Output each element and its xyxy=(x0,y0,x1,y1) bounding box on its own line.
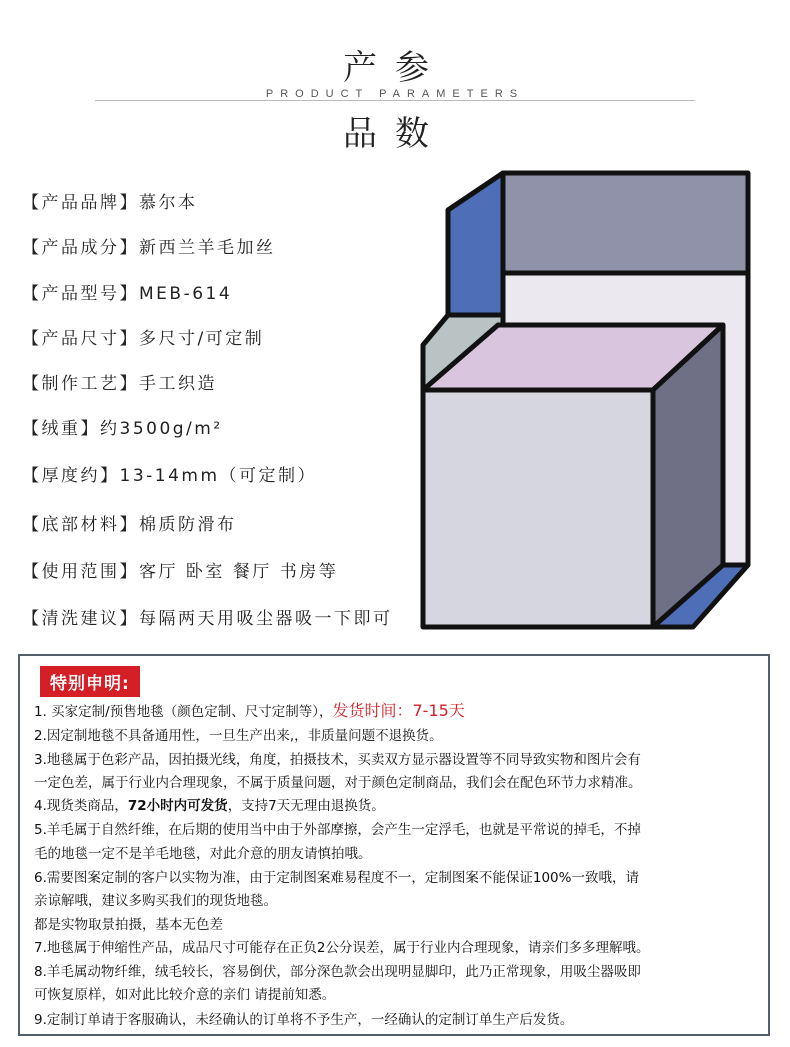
notice-line-14: 9.定制订单请于客服确认，未经确认的订单将不予生产，一经确认的定制订单生产后发货。 xyxy=(34,1012,574,1028)
notice-line-8: 6.需要图案定制的客户以实物为准，由于定制图案难易程度不一，定制图案不能保证100%一致哦，请 xyxy=(34,870,639,886)
rug-product-image xyxy=(418,165,758,635)
page-header xyxy=(0,0,790,160)
page-subtitle: PRODUCT PARAMETERS xyxy=(265,88,525,100)
param-brand: 【产品品牌】慕尔本 xyxy=(22,193,198,213)
page-title-bottom: 品数 xyxy=(343,114,447,154)
notice-title-badge: 特别申明: xyxy=(40,666,140,697)
notice-line-2: 2.因定制地毯不具备通用性，一旦生产出来,，非质量问题不退换货。 xyxy=(34,728,443,744)
param-material: 【产品成分】新西兰羊毛加丝 xyxy=(22,238,276,258)
shipping-time-highlight: 发货时间：7-15天 xyxy=(332,701,465,720)
param-backing: 【底部材料】棉质防滑布 xyxy=(22,515,237,535)
notice-line-12: 8.羊毛属动物纤维，绒毛较长，容易倒伏，部分深色款会出现明显脚印，此乃正常现象，用吸尘器吸即 xyxy=(34,964,641,980)
param-pile-weight: 【绒重】约3500g/m² xyxy=(22,419,223,439)
param-model: 【产品型号】MEB-614 xyxy=(22,284,233,304)
notice-line-10: 都是实物取景拍摄，基本无色差 xyxy=(34,917,223,933)
notice-line-3: 3.地毯属于色彩产品，因拍摄光线，角度，拍摄技术，买卖双方显示器设置等不同导致实物和图片会有 xyxy=(34,752,641,768)
param-cleaning: 【清洗建议】每隔两天用吸尘器吸一下即可 xyxy=(22,609,393,629)
notice-line-6: 5.羊毛属于自然纤维，在后期的使用当中由于外部摩擦，会产生一定浮毛，也就是平常说的掉毛，不掉 xyxy=(34,822,641,838)
notice-line-5-bold: 72小时内可发货 xyxy=(127,798,228,814)
notice-line-9: 亲谅解哦，建议多购买我们的现货地毯。 xyxy=(34,893,277,909)
param-size: 【产品尺寸】多尺寸/可定制 xyxy=(22,329,265,349)
notice-line-1 xyxy=(34,698,465,721)
param-thickness: 【厚度约】13-14mm（可定制） xyxy=(22,466,318,486)
notice-line-5-a: 4.现货类商品， xyxy=(34,798,128,814)
notice-line-5-c: ，支持7天无理由退换货。 xyxy=(227,798,385,814)
notice-line-5 xyxy=(34,794,385,814)
notice-line-11: 7.地毯属于伸缩性产品，成品尺寸可能存在正负2公分误差，属于行业内合理现象，请亲们多多理解哦。 xyxy=(34,940,650,956)
page-title-top: 产参 xyxy=(343,48,447,88)
notice-line-4: 一定色差，属于行业内合理现象，不属于质量问题，对于颜色定制商品，我们会在配色环节力求精准。 xyxy=(34,775,642,791)
header-divider xyxy=(95,100,695,101)
param-craft: 【制作工艺】手工织造 xyxy=(22,374,217,394)
notice-line-7: 毛的地毯一定不是羊毛地毯，对此介意的朋友请慎拍哦。 xyxy=(34,846,372,862)
notice-line-13: 可恢复原样，如对此比较介意的亲们 请提前知悉。 xyxy=(34,987,336,1003)
param-usage: 【使用范围】客厅 卧室 餐厅 书房等 xyxy=(22,562,339,582)
special-notice-box xyxy=(18,654,770,1036)
notice-line-1-text: 1. 买家定制/预售地毯（颜色定制、尺寸定制等）， xyxy=(34,704,333,720)
